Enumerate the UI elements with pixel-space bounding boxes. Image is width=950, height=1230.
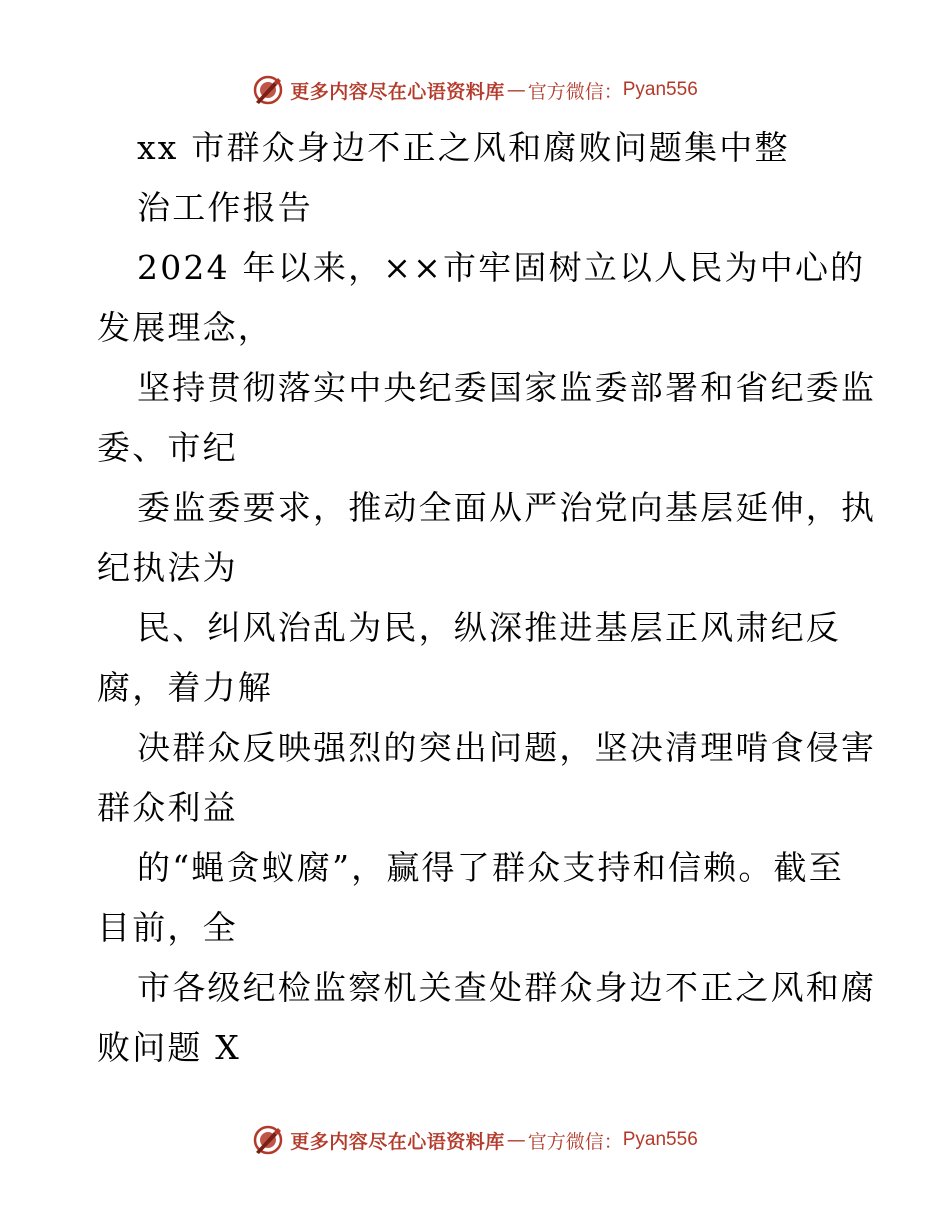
banner-text: 更多内容尽在心语资料库 bbox=[290, 1130, 505, 1153]
pen-seal-icon bbox=[252, 74, 284, 106]
document-body bbox=[97, 118, 877, 1078]
banner-wechat-label: 官方微信： bbox=[527, 1130, 623, 1153]
paragraph-line: 2024 年以来，××市牢固树立以人民为中心的 bbox=[137, 248, 866, 287]
header-banner bbox=[0, 70, 950, 110]
paragraph-line: 目前，全 bbox=[97, 908, 238, 947]
title-line-1: xx 市群众身边不正之风和腐败问题集中整 bbox=[137, 128, 790, 167]
paragraph-line: 的“蝇贪蚁腐”，赢得了群众支持和信赖。截至 bbox=[137, 848, 844, 887]
banner-text: 更多内容尽在心语资料库 bbox=[290, 80, 505, 103]
paragraph-line: 败问题 X bbox=[97, 1028, 241, 1067]
banner-wechat-label: 官方微信： bbox=[527, 80, 623, 103]
paragraph-line: 腐，着力解 bbox=[97, 668, 273, 707]
pen-seal-icon bbox=[252, 1124, 284, 1156]
paragraph-line: 纪执法为 bbox=[97, 548, 238, 587]
paragraph-line: 民、纠风治乱为民，纵深推进基层正风肃纪反 bbox=[137, 608, 841, 647]
paragraph-line: 坚持贯彻落实中央纪委国家监委部署和省纪委监 bbox=[137, 368, 877, 407]
paragraph-line: 决群众反映强烈的突出问题，坚决清理啃食侵害 bbox=[137, 728, 877, 767]
banner-dash: — bbox=[506, 1129, 526, 1151]
paragraph-line: 群众利益 bbox=[97, 788, 238, 827]
paragraph-line: 委监委要求，推动全面从严治党向基层延伸，执 bbox=[137, 488, 877, 527]
paragraph-line: 委、市纪 bbox=[97, 428, 238, 467]
footer-banner bbox=[0, 1120, 950, 1160]
paragraph-line: 发展理念， bbox=[97, 308, 273, 347]
title-line-2: 治工作报告 bbox=[137, 188, 313, 227]
banner-wechat-id: Pyan556 bbox=[622, 79, 698, 100]
paragraph-line: 市各级纪检监察机关查处群众身边不正之风和腐 bbox=[137, 968, 877, 1007]
banner-dash: — bbox=[506, 79, 526, 101]
banner-wechat-id: Pyan556 bbox=[622, 1129, 698, 1150]
